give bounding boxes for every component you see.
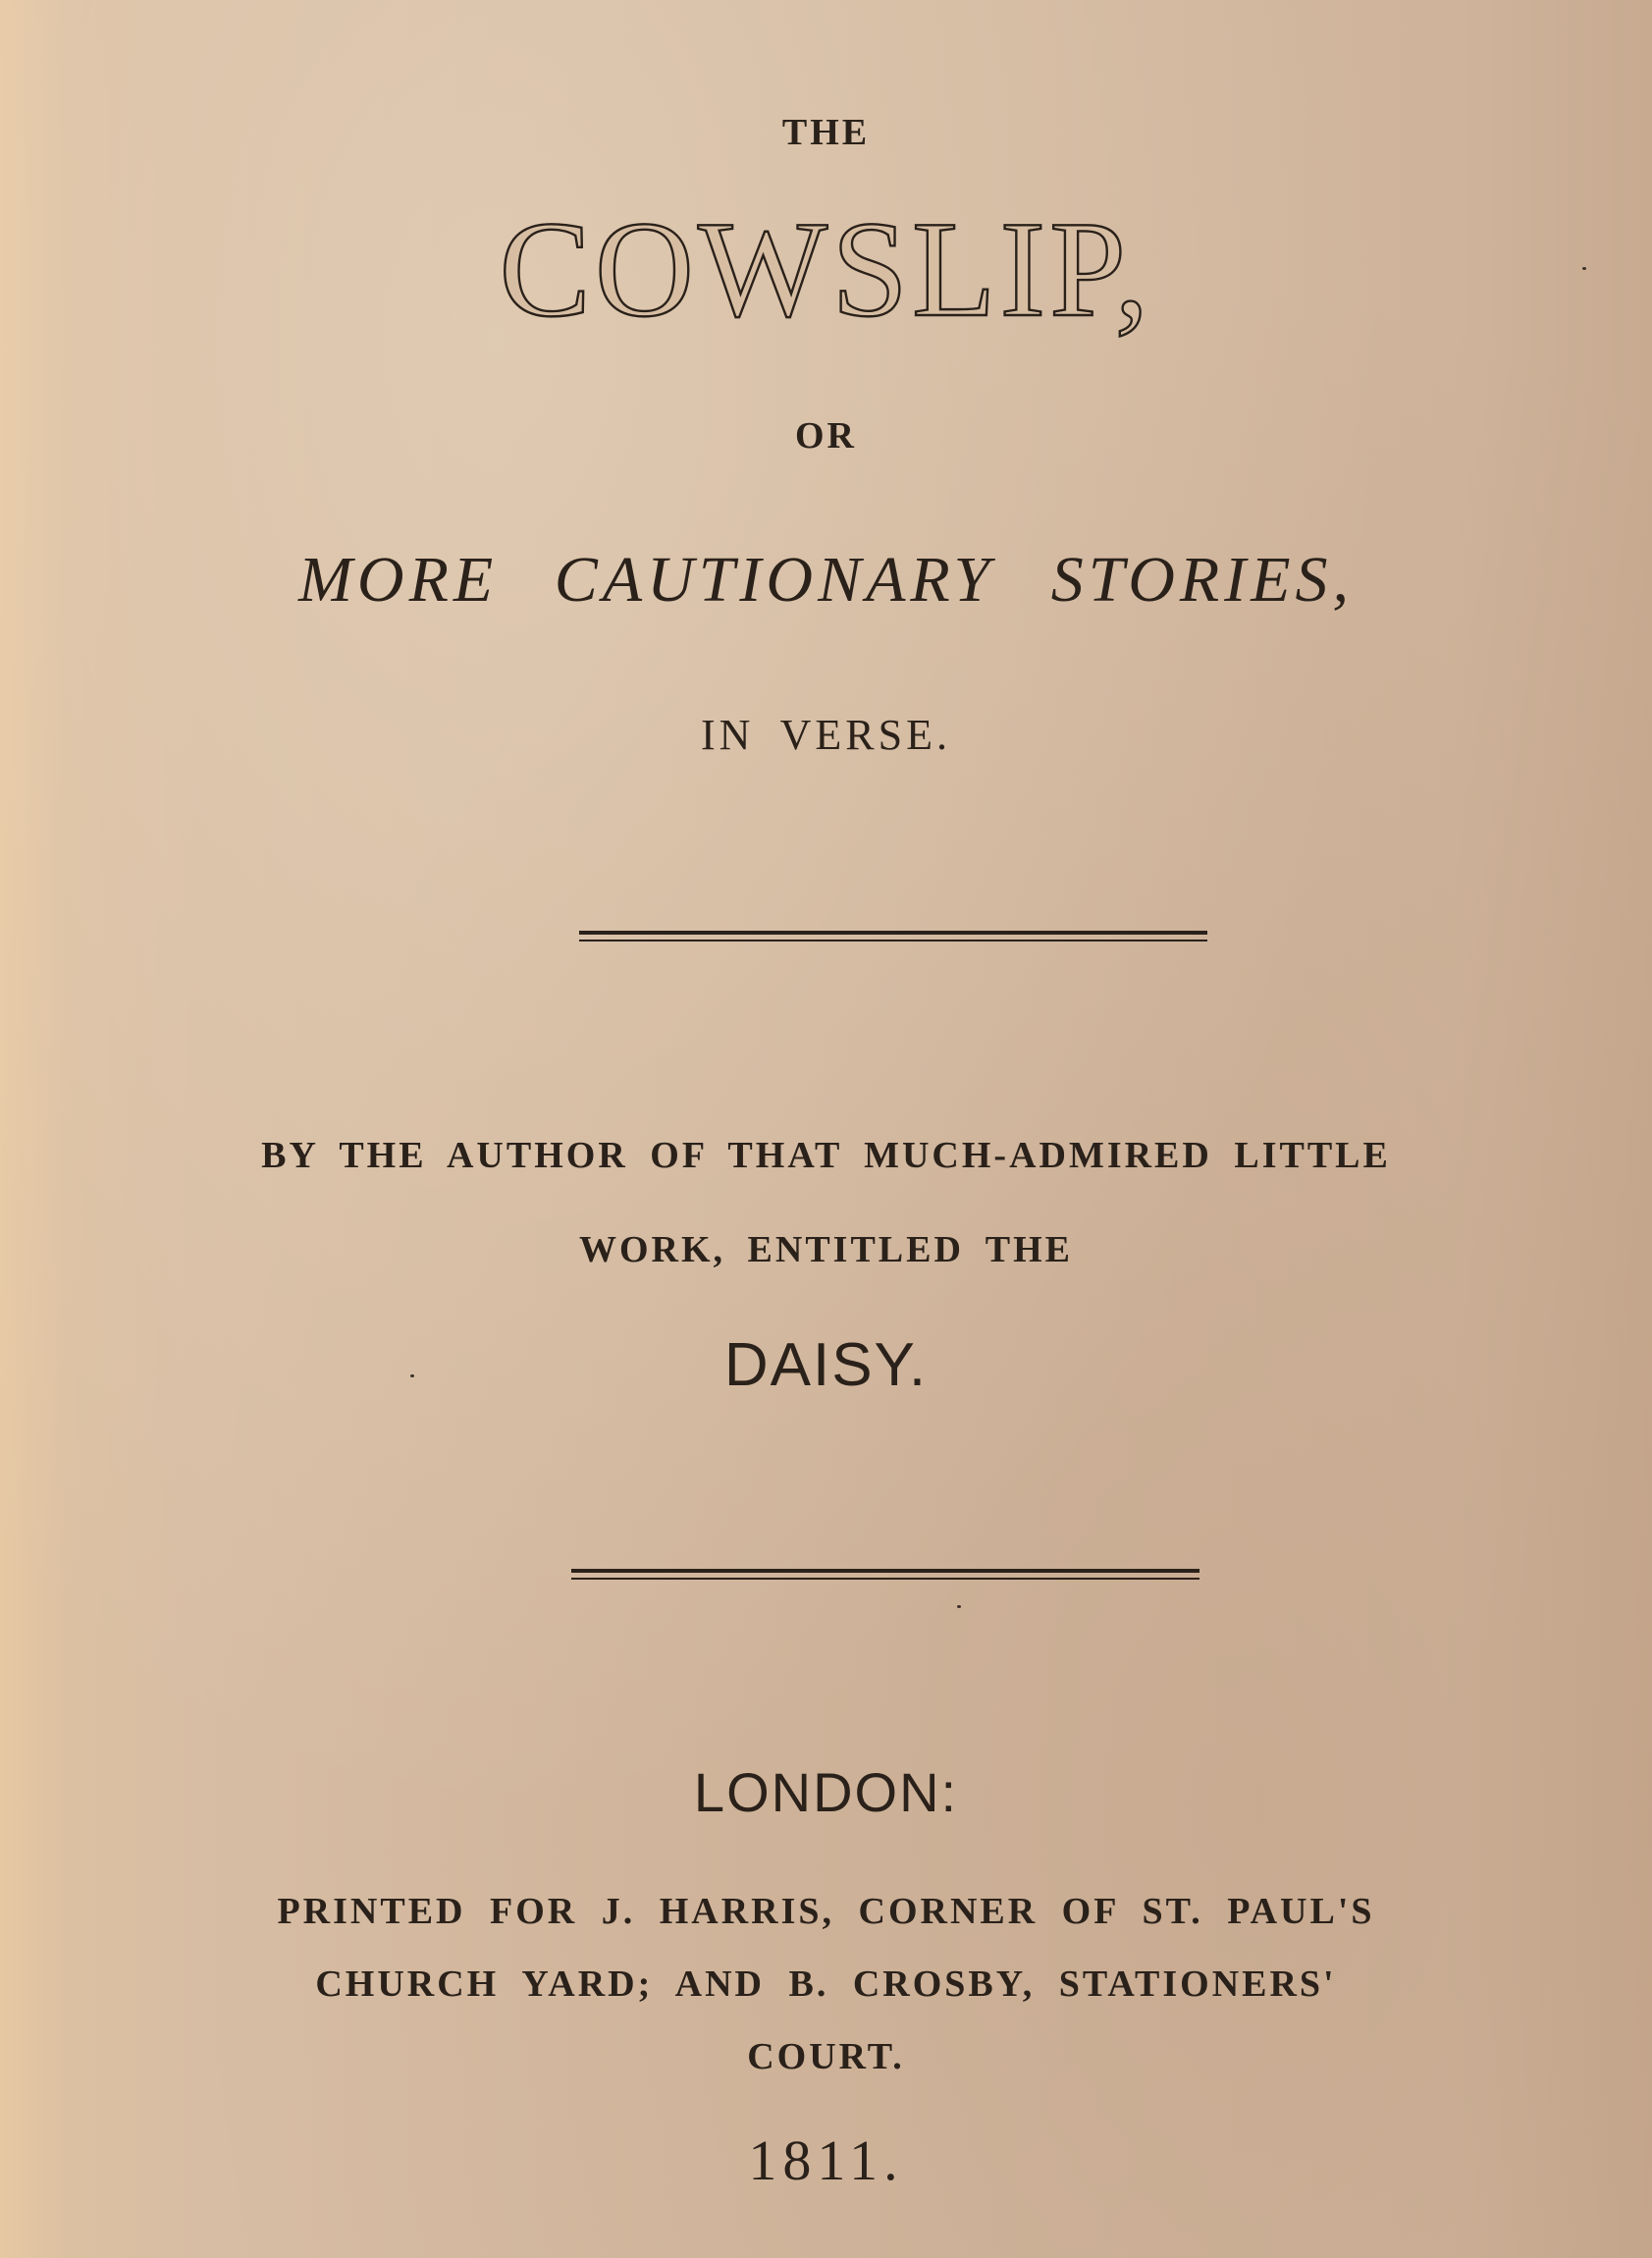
subtitle: MORE CAUTIONARY STORIES, xyxy=(297,544,1355,616)
main-title: COWSLIP, xyxy=(499,193,1153,346)
publisher-line-1: PRINTED FOR J. HARRIS, CORNER OF ST. PAUL'S xyxy=(277,1891,1375,1932)
verse-line: IN VERSE. xyxy=(701,711,951,759)
paper-speck xyxy=(1582,267,1586,270)
paper-speck xyxy=(957,1605,961,1608)
double-rule-divider xyxy=(579,931,1207,941)
title-conjunction: OR xyxy=(795,415,857,457)
publisher-line-2: CHURCH YARD; AND B. CROSBY, STATIONERS' xyxy=(315,1963,1337,2005)
imprint-year: 1811. xyxy=(748,2128,904,2192)
imprint-place: LONDON: xyxy=(693,1761,959,1823)
double-rule-divider xyxy=(571,1569,1199,1580)
author-line-1: BY THE AUTHOR OF THAT MUCH-ADMIRED LITTLE xyxy=(261,1135,1391,1176)
title-article: THE xyxy=(781,112,871,153)
paper-speck xyxy=(410,1374,414,1377)
referenced-work-title: DAISY. xyxy=(723,1331,929,1399)
publisher-line-3: COURT. xyxy=(747,2036,905,2077)
author-line-2: WORK, ENTITLED THE xyxy=(578,1229,1074,1270)
